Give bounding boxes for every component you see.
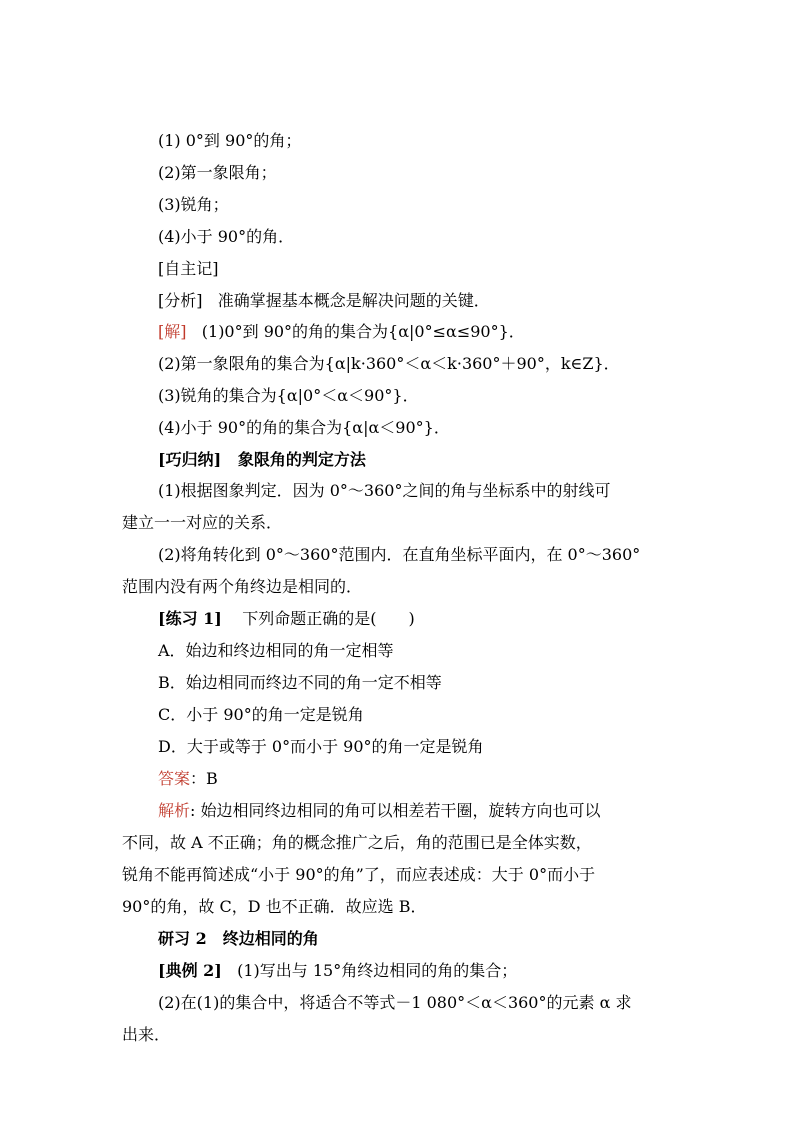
item-3: (3)锐角； [158, 195, 229, 214]
example-2-text-1: (1)写出与 15°角终边相同的角的集合； [237, 961, 518, 980]
example-2-line-3: 出来． [122, 1025, 171, 1044]
exercise-label: [练习 1] [158, 609, 222, 628]
answer-value: ：B [190, 769, 218, 788]
example-2-label: [典例 2] [158, 961, 222, 980]
summary-p2-line-2: 范围内没有两个角终边是相同的． [122, 577, 363, 596]
summary-heading [158, 450, 366, 470]
example-2-line-2: (2)在(1)的集合中，将适合不等式－1 080°＜α＜360°的元素 α 求 [158, 993, 632, 1012]
item-1: (1) 0°到 90°的角； [158, 131, 302, 150]
solution-text-1: (1)0°到 90°的角的集合为{α|0°≤α≤90°}． [201, 322, 525, 341]
solution-line-1 [158, 322, 525, 342]
explanation-text-1: : 始边相同终边相同的角可以相差若干圈，旋转方向也可以 [190, 801, 601, 820]
solution-line-4: (4)小于 90°的角的集合为{α|α＜90°}． [158, 418, 450, 437]
option-d: D．大于或等于 0°而小于 90°的角一定是锐角 [158, 737, 484, 756]
section-2-title: 研习 2 终边相同的角 [158, 929, 319, 948]
summary-p1-line-2: 建立一一对应的关系． [122, 513, 283, 532]
answer-label: 答案 [158, 769, 191, 788]
summary-title: 象限角的判定方法 [237, 450, 366, 469]
example-2-line-1 [158, 961, 517, 981]
summary-p2-line-1: (2)将角转化到 0°～360°范围内．在直角坐标平面内，在 0°～360° [158, 545, 641, 564]
analysis-text: 准确掌握基本概念是解决问题的关键． [217, 291, 490, 310]
option-c: C．小于 90°的角一定是锐角 [158, 705, 364, 724]
explanation-label: 解析 [158, 801, 191, 820]
option-a: A．始边和终边相同的角一定相等 [158, 641, 394, 660]
exercise-heading [158, 609, 415, 629]
note-label: [自主记] [158, 259, 219, 278]
analysis-line [158, 291, 490, 311]
analysis-label: [分析] [158, 291, 203, 310]
item-2: (2)第一象限角； [158, 163, 277, 182]
explanation-line-4: 90°的角，故 C，D 也不正确．故应选 B． [122, 897, 427, 916]
summary-p1-line-1: (1)根据图象判定．因为 0°～360°之间的角与坐标系中的射线可 [158, 481, 611, 500]
summary-label: [巧归纳] [158, 450, 222, 469]
solution-line-3: (3)锐角的集合为{α|0°＜α＜90°}． [158, 386, 419, 405]
explanation-line-3: 锐角不能再简述成“小于 90°的角”了，而应表述成：大于 0°而小于 [122, 865, 596, 884]
explanation-line-2: 不同，故 A 不正确；角的概念推广之后，角的范围已是全体实数， [122, 833, 592, 852]
solution-label: [解] [158, 322, 187, 341]
answer-line [158, 769, 218, 789]
solution-line-2: (2)第一象限角的集合为{α|k·360°＜α＜k·360°＋90°，k∈Z}． [158, 354, 620, 373]
option-b: B．始边相同而终边不同的角一定不相等 [158, 673, 442, 692]
explanation-line-1 [158, 801, 601, 821]
exercise-question: 下列命题正确的是( ) [242, 609, 415, 628]
item-4: (4)小于 90°的角． [158, 227, 295, 246]
